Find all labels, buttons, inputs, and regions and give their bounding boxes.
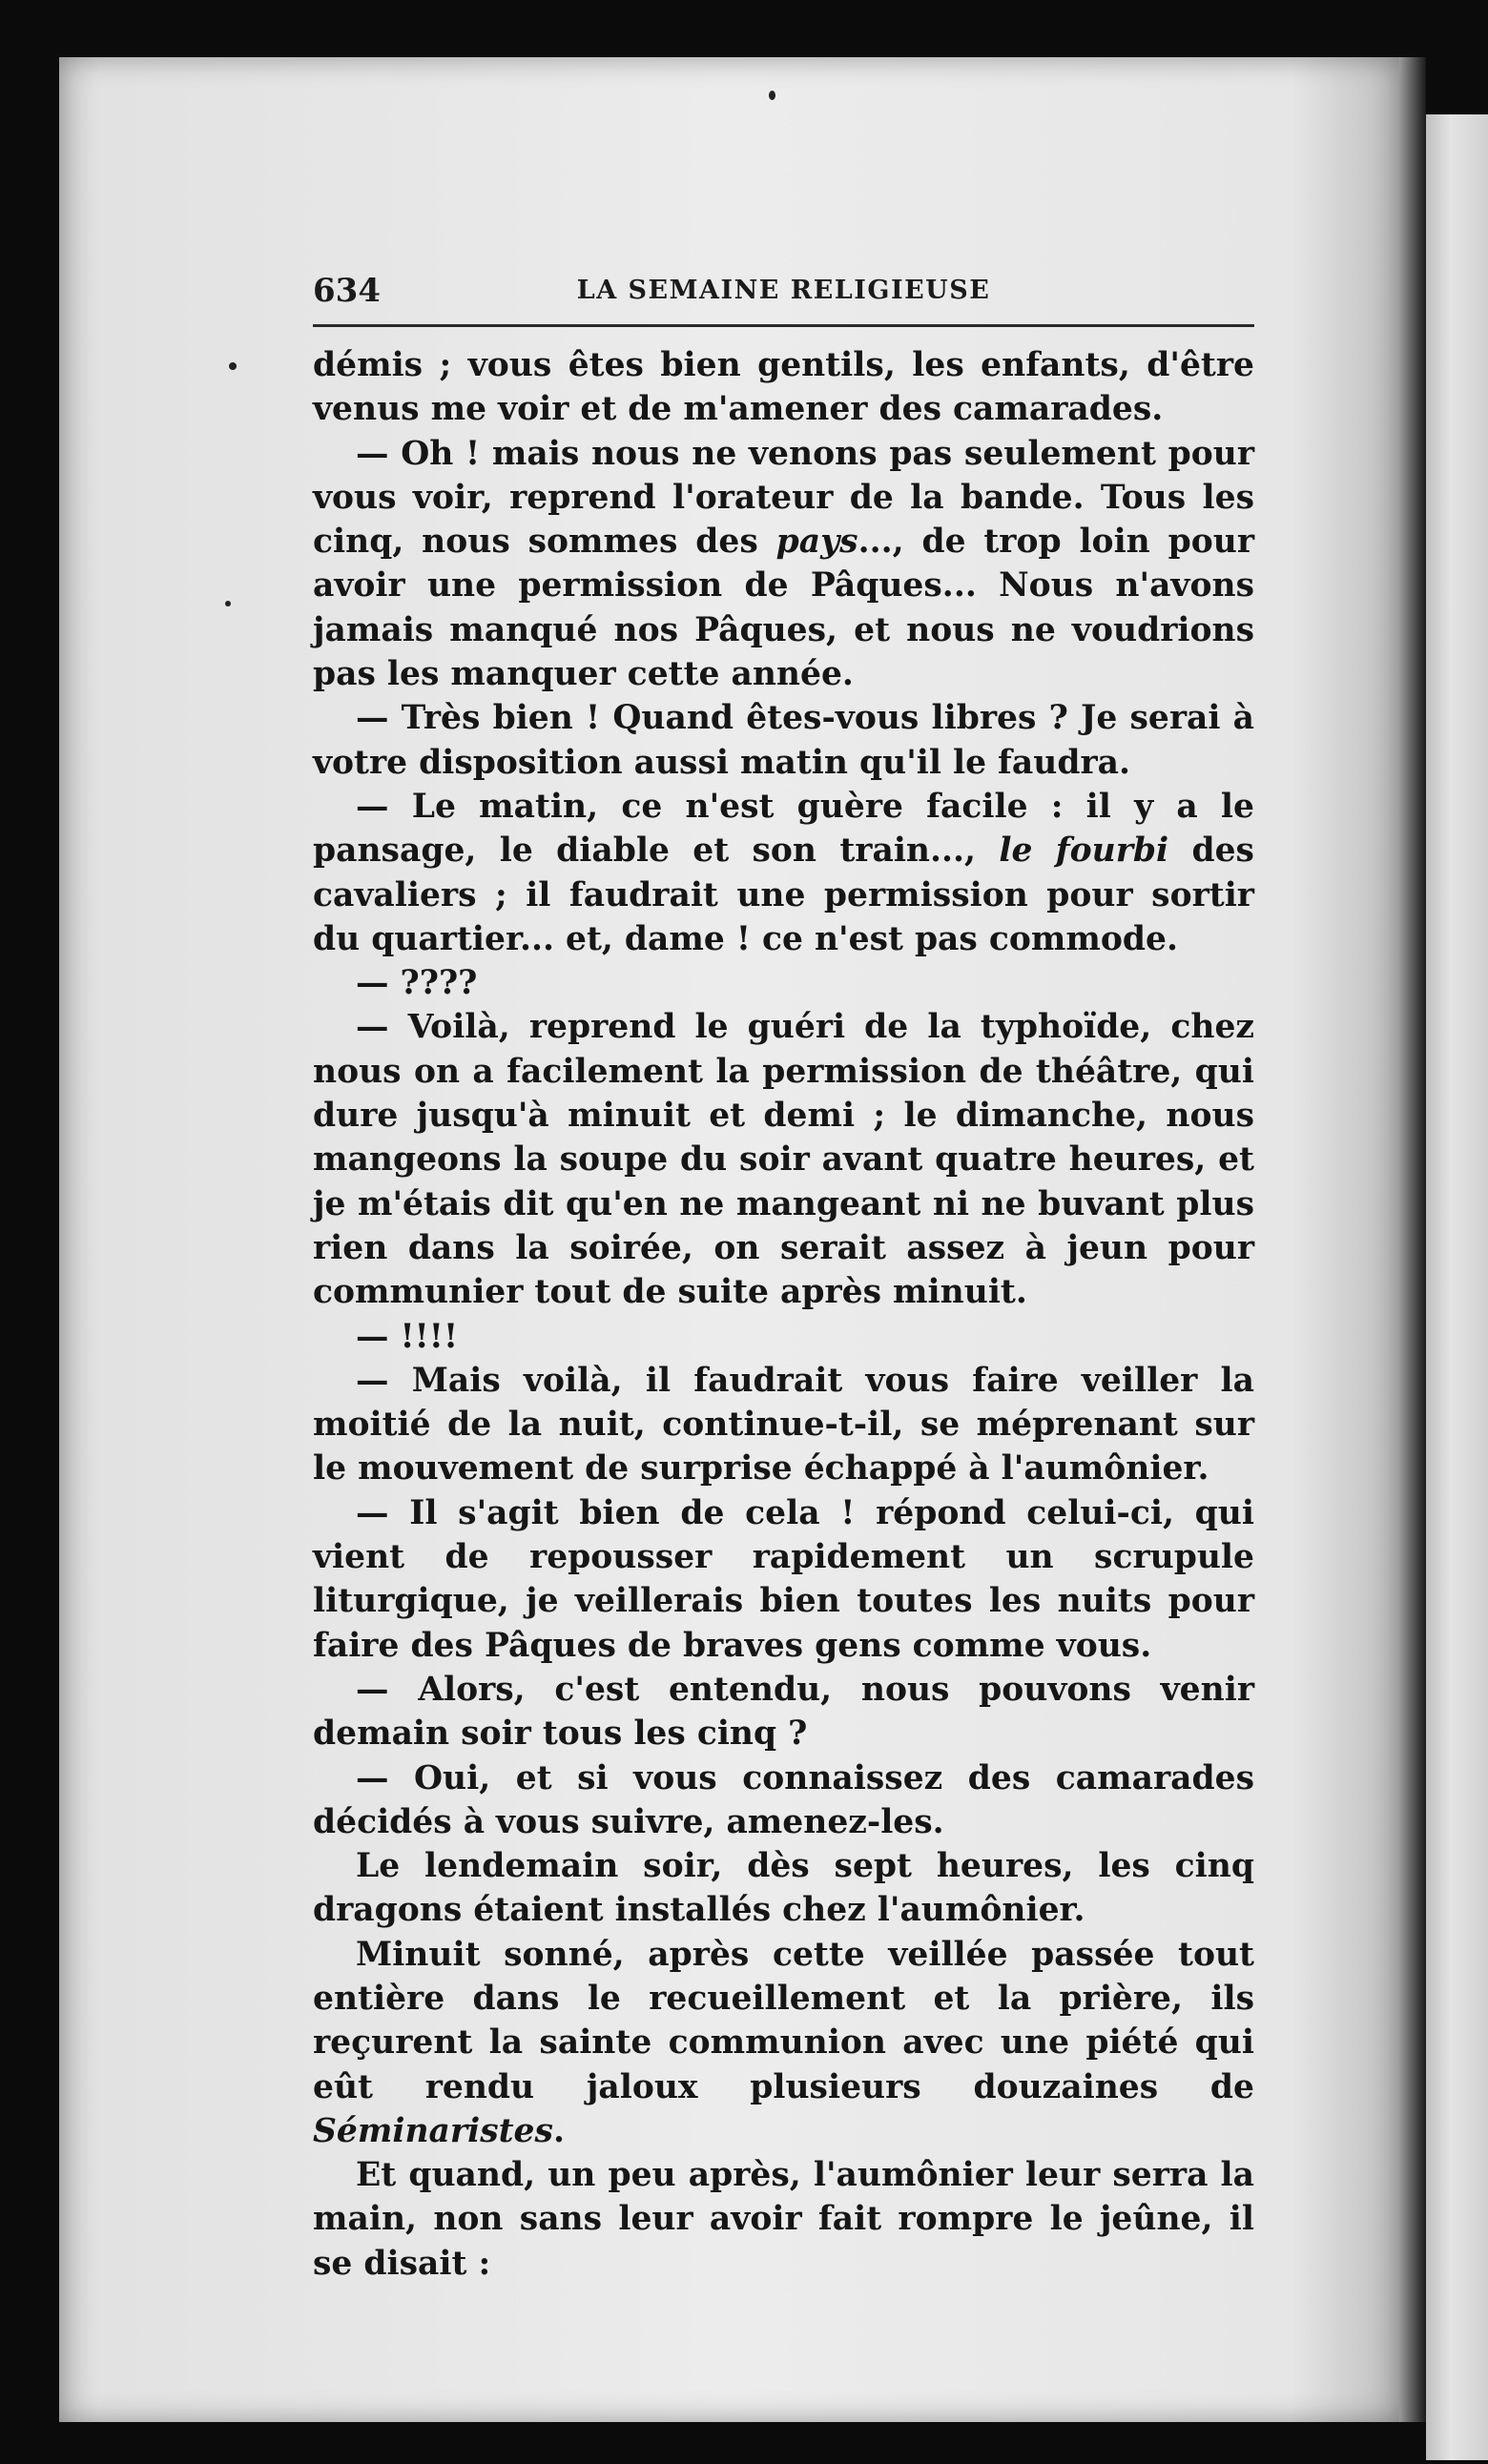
text-segment: — Très bien ! Quand êtes-vous libres ? Je serai à votre disposition aussi matin qu'il le faudra. [313,699,1254,782]
text-segment: — !!!! [356,1317,459,1356]
text-segment: Le lendemain soir, dès sept heures, les cinq dragons étaient installés chez l'aumônier. [313,1847,1254,1930]
header-rule [313,324,1254,327]
text-segment: — Il s'agit bien de cela ! répond celui-ci, qui vient de repousser rapidement un scrupule liturgique, je veillerais bien toutes les nuits pour faire des Pâques de braves gens comme vous. [313,1493,1254,1665]
text-segment: — Oh ! mais nous ne venons pas seulement pour vous voir, reprend l'orateur de la bande. Tous les cinq, nous sommes des [313,434,1254,562]
paragraph [313,1005,1254,1314]
text-segment: ..., de trop loin pour avoir une permission de Pâques... Nous n'avons jamais manqué nos Pâques, et nous ne voudrions pas les manquer cette année. [313,523,1254,694]
text-segment: démis ; vous êtes bien gentils, les enfants, d'être venus me voir et de m'amener des camarades. [313,346,1254,429]
paragraph [313,1668,1254,1756]
paragraph [313,1933,1254,2153]
italic-text: le fourbi [999,832,1169,871]
scan-speck [229,362,237,370]
paragraph [313,961,1254,1005]
page-number: 634 [313,272,381,310]
text-segment: des cavaliers ; il faudrait une permission pour sortir du quartier... et, dame ! ce n'est pas commode. [313,832,1254,958]
body-text [313,343,1254,2286]
scan-speck [769,91,775,100]
facing-page-edge [1426,114,1488,2460]
text-segment: — Alors, c'est entendu, nous pouvons venir demain soir tous les cinq ? [313,1670,1254,1754]
paragraph [313,1315,1254,1359]
text-segment: . [552,2111,565,2150]
scan-speck [225,601,231,606]
paragraph [313,432,1254,697]
italic-text: Séminaristes [313,2111,553,2150]
paragraph [313,343,1254,432]
paragraph [313,1491,1254,1668]
paragraph [313,2153,1254,2286]
text-segment: — ???? [356,964,478,1003]
paragraph [313,1844,1254,1933]
text-segment: Et quand, un peu après, l'aumônier leur serra la main, non sans leur avoir fait rompre le jeûne, il se disait : [313,2156,1254,2283]
text-segment: — Le matin, ce n'est guère facile : il y a le pansage, le diable et son train..., [313,787,1254,871]
paragraph [313,1359,1254,1491]
text-segment: — Voilà, reprend le guéri de la typhoïde, chez nous on a facilement la permission de théâtre, qui dure jusqu'à minuit et demi ; le dimanche, nous mangeons la soupe du soir avant quatre heures, et je m'étais dit qu'en ne mangeant ni ne buvant plus rien dans la soirée, on serait assez à jeun pour communier tout de suite après minuit. [313,1008,1254,1312]
paragraph [313,785,1254,961]
page-header [313,272,1254,325]
running-head: LA SEMAINE RELIGIEUSE [576,276,991,305]
paragraph [313,1756,1254,1845]
text-segment: — Mais voilà, il faudrait vous faire veiller la moitié de la nuit, continue-t-il, se méprenant sur le mouvement de surprise échappé à l'aumônier. [313,1361,1254,1489]
italic-text: pays [775,523,858,562]
paragraph [313,696,1254,785]
page-edge-shadow [1399,57,1426,2422]
text-segment: Minuit sonné, après cette veillée passée tout entière dans le recueillement et la prière, ils reçurent la sainte communion avec une piété qui eût rendu jaloux plusieurs douzaines de [313,1935,1254,2106]
text-segment: — Oui, et si vous connaissez des camarades décidés à vous suivre, amenez-les. [313,1758,1254,1841]
